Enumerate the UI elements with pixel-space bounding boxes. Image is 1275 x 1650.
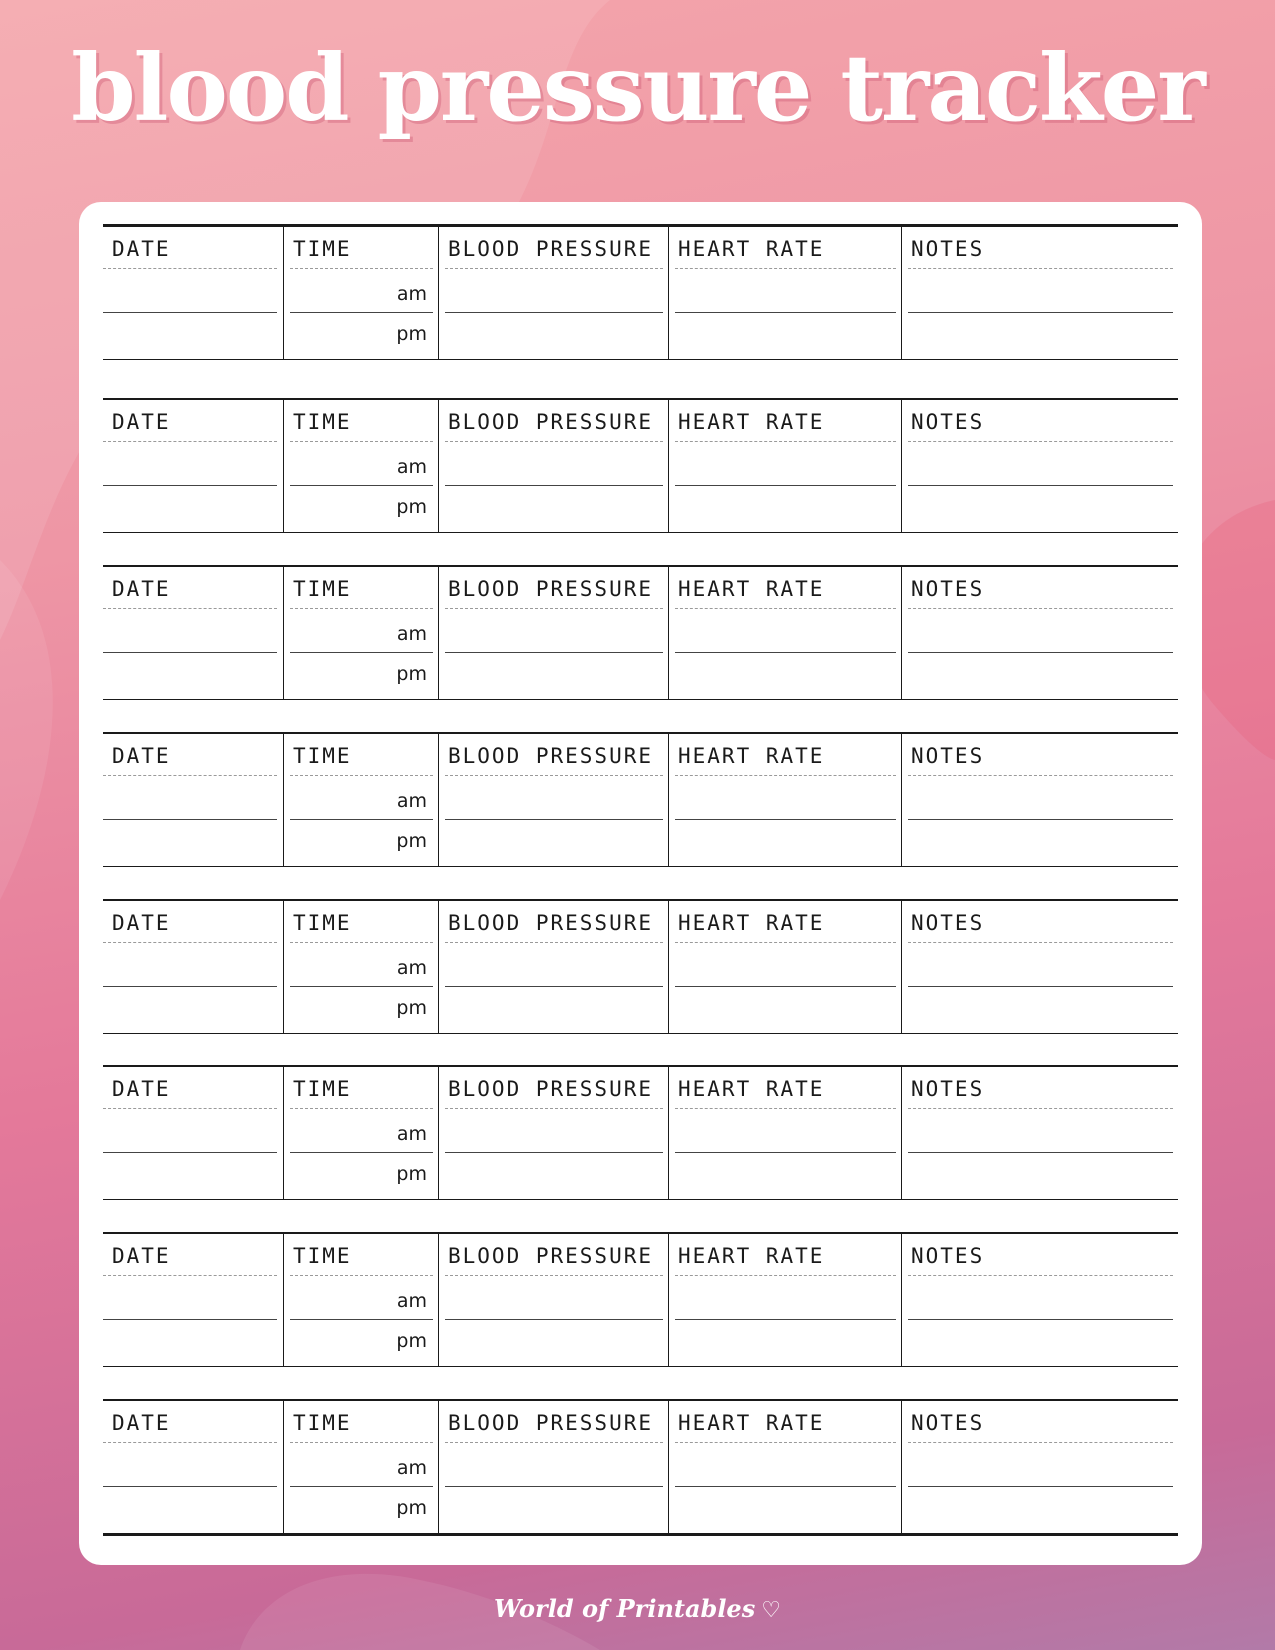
entry-line[interactable] [675, 819, 896, 820]
heart-rate-header: HEART RATE [678, 1411, 825, 1435]
dashed-divider [103, 268, 277, 269]
am-label: am [396, 957, 427, 979]
entry-line[interactable] [290, 986, 433, 987]
entry-line[interactable] [675, 312, 896, 313]
date-column[interactable] [103, 1067, 283, 1199]
dashed-divider [445, 775, 663, 776]
time-header: TIME [293, 744, 352, 768]
heart-rate-header: HEART RATE [678, 410, 825, 434]
date-header: DATE [112, 237, 171, 261]
dashed-divider [445, 1275, 663, 1276]
dashed-divider [103, 1442, 277, 1443]
dashed-divider [290, 775, 433, 776]
dashed-divider [908, 268, 1173, 269]
time-column[interactable] [283, 1067, 439, 1199]
blood-pressure-header: BLOOD PRESSURE [448, 911, 654, 935]
date-column[interactable] [103, 400, 283, 532]
entry-line[interactable] [675, 485, 896, 486]
heart-rate-column[interactable] [668, 567, 902, 699]
pm-label: pm [396, 1497, 427, 1519]
blood-pressure-header: BLOOD PRESSURE [448, 410, 654, 434]
entry-line[interactable] [290, 819, 433, 820]
dashed-divider [445, 942, 663, 943]
entry-line[interactable] [103, 819, 277, 820]
entry-line[interactable] [103, 485, 277, 486]
heart-rate-header: HEART RATE [678, 237, 825, 261]
entry-line[interactable] [290, 1152, 433, 1153]
heart-outline-icon: ♡ [761, 1598, 781, 1623]
dashed-divider [675, 942, 896, 943]
time-column[interactable] [283, 734, 439, 866]
blood-pressure-column[interactable] [438, 1234, 669, 1366]
blood-pressure-header: BLOOD PRESSURE [448, 577, 654, 601]
notes-header: NOTES [911, 1244, 985, 1268]
date-column[interactable] [103, 227, 283, 359]
notes-header: NOTES [911, 237, 985, 261]
entry-line[interactable] [103, 1152, 277, 1153]
entry-line[interactable] [445, 1486, 663, 1487]
dashed-divider [290, 441, 433, 442]
time-header: TIME [293, 577, 352, 601]
dashed-divider [908, 775, 1173, 776]
am-label: am [396, 283, 427, 305]
entry-line[interactable] [290, 312, 433, 313]
page-title: blood pressure tracker [71, 34, 1204, 142]
notes-column[interactable] [901, 901, 1179, 1033]
entry-line[interactable] [908, 1486, 1173, 1487]
blood-pressure-column[interactable] [438, 227, 669, 359]
dashed-divider [103, 1108, 277, 1109]
pm-label: pm [396, 1330, 427, 1352]
heart-rate-column[interactable] [668, 1067, 902, 1199]
am-label: am [396, 456, 427, 478]
entry-line[interactable] [103, 986, 277, 987]
entry-line[interactable] [103, 1319, 277, 1320]
time-header: TIME [293, 410, 352, 434]
entry-line[interactable] [908, 652, 1173, 653]
pm-label: pm [396, 663, 427, 685]
dashed-divider [103, 608, 277, 609]
entry-line[interactable] [445, 986, 663, 987]
notes-column[interactable] [901, 400, 1179, 532]
entry-line[interactable] [290, 1486, 433, 1487]
am-label: am [396, 623, 427, 645]
entry-line[interactable] [445, 652, 663, 653]
blood-pressure-header: BLOOD PRESSURE [448, 1077, 654, 1101]
dashed-divider [908, 1108, 1173, 1109]
time-header: TIME [293, 237, 352, 261]
heart-rate-column[interactable] [668, 400, 902, 532]
time-column[interactable] [283, 1234, 439, 1366]
dashed-divider [675, 1442, 896, 1443]
heart-rate-header: HEART RATE [678, 577, 825, 601]
entry-line[interactable] [103, 1486, 277, 1487]
notes-column[interactable] [901, 227, 1179, 359]
notes-column[interactable] [901, 1234, 1179, 1366]
time-column[interactable] [283, 227, 439, 359]
notes-column[interactable] [901, 1401, 1179, 1533]
dashed-divider [290, 608, 433, 609]
dashed-divider [103, 441, 277, 442]
dashed-divider [445, 441, 663, 442]
blood-pressure-column[interactable] [438, 400, 669, 532]
date-header: DATE [112, 1411, 171, 1435]
entry-line[interactable] [290, 485, 433, 486]
entry-line[interactable] [445, 485, 663, 486]
dashed-divider [103, 942, 277, 943]
blood-pressure-header: BLOOD PRESSURE [448, 237, 654, 261]
notes-column[interactable] [901, 567, 1179, 699]
tracker-card [79, 202, 1202, 1565]
dashed-divider [675, 775, 896, 776]
entry-line[interactable] [290, 1319, 433, 1320]
am-label: am [396, 1290, 427, 1312]
dashed-divider [675, 1275, 896, 1276]
time-column[interactable] [283, 567, 439, 699]
heart-rate-column[interactable] [668, 1234, 902, 1366]
date-header: DATE [112, 577, 171, 601]
heart-rate-header: HEART RATE [678, 911, 825, 935]
entry-line[interactable] [675, 1152, 896, 1153]
pm-label: pm [396, 496, 427, 518]
tracker-entry-block [103, 1065, 1178, 1200]
time-column[interactable] [283, 400, 439, 532]
heart-rate-column[interactable] [668, 227, 902, 359]
dashed-divider [445, 1108, 663, 1109]
dashed-divider [103, 775, 277, 776]
date-header: DATE [112, 1077, 171, 1101]
date-column[interactable] [103, 1401, 283, 1533]
entry-line[interactable] [103, 312, 277, 313]
footer-brand-text: World of Printables [494, 1594, 756, 1623]
entry-line[interactable] [445, 1319, 663, 1320]
entry-line[interactable] [290, 652, 433, 653]
blood-pressure-header: BLOOD PRESSURE [448, 1244, 654, 1268]
tracker-entry-block [103, 732, 1178, 867]
dashed-divider [675, 1108, 896, 1109]
notes-column[interactable] [901, 1067, 1179, 1199]
date-header: DATE [112, 1244, 171, 1268]
time-header: TIME [293, 911, 352, 935]
tracker-entry-block [103, 899, 1178, 1034]
date-column[interactable] [103, 567, 283, 699]
entry-line[interactable] [908, 312, 1173, 313]
entry-line[interactable] [908, 1319, 1173, 1320]
notes-header: NOTES [911, 1077, 985, 1101]
blood-pressure-header: BLOOD PRESSURE [448, 744, 654, 768]
dashed-divider [290, 268, 433, 269]
time-column[interactable] [283, 1401, 439, 1533]
entry-line[interactable] [675, 1486, 896, 1487]
tracker-entry-block [103, 224, 1178, 360]
blood-pressure-column[interactable] [438, 1401, 669, 1533]
tracker-entry-block [103, 1232, 1178, 1367]
entry-line[interactable] [908, 819, 1173, 820]
dashed-divider [908, 441, 1173, 442]
date-header: DATE [112, 410, 171, 434]
entry-line[interactable] [445, 312, 663, 313]
dashed-divider [675, 268, 896, 269]
date-column[interactable] [103, 1234, 283, 1366]
dashed-divider [290, 1275, 433, 1276]
entry-line[interactable] [103, 652, 277, 653]
date-column[interactable] [103, 901, 283, 1033]
notes-column[interactable] [901, 734, 1179, 866]
heart-rate-column[interactable] [668, 734, 902, 866]
blood-pressure-column[interactable] [438, 901, 669, 1033]
time-column[interactable] [283, 901, 439, 1033]
date-header: DATE [112, 744, 171, 768]
entry-line[interactable] [908, 485, 1173, 486]
dashed-divider [908, 1275, 1173, 1276]
blood-pressure-column[interactable] [438, 567, 669, 699]
notes-header: NOTES [911, 410, 985, 434]
dashed-divider [445, 268, 663, 269]
heart-rate-header: HEART RATE [678, 744, 825, 768]
entry-line[interactable] [445, 819, 663, 820]
heart-rate-header: HEART RATE [678, 1077, 825, 1101]
footer-brand [0, 1594, 1275, 1623]
blood-pressure-column[interactable] [438, 1067, 669, 1199]
entry-line[interactable] [675, 1319, 896, 1320]
heart-rate-column[interactable] [668, 901, 902, 1033]
blood-pressure-column[interactable] [438, 734, 669, 866]
dashed-divider [908, 1442, 1173, 1443]
date-column[interactable] [103, 734, 283, 866]
am-label: am [396, 1457, 427, 1479]
dashed-divider [290, 942, 433, 943]
dashed-divider [908, 608, 1173, 609]
dashed-divider [290, 1442, 433, 1443]
dashed-divider [675, 608, 896, 609]
time-header: TIME [293, 1411, 352, 1435]
dashed-divider [908, 942, 1173, 943]
entry-line[interactable] [675, 652, 896, 653]
pm-label: pm [396, 830, 427, 852]
am-label: am [396, 1123, 427, 1145]
dashed-divider [103, 1275, 277, 1276]
notes-header: NOTES [911, 1411, 985, 1435]
dashed-divider [445, 1442, 663, 1443]
time-header: TIME [293, 1244, 352, 1268]
notes-header: NOTES [911, 911, 985, 935]
pm-label: pm [396, 323, 427, 345]
notes-header: NOTES [911, 744, 985, 768]
entry-line[interactable] [675, 986, 896, 987]
heart-rate-column[interactable] [668, 1401, 902, 1533]
pm-label: pm [396, 997, 427, 1019]
notes-header: NOTES [911, 577, 985, 601]
tracker-entry-block [103, 1399, 1178, 1536]
tracker-entry-block [103, 398, 1178, 533]
entry-line[interactable] [908, 1152, 1173, 1153]
blood-pressure-header: BLOOD PRESSURE [448, 1411, 654, 1435]
date-header: DATE [112, 911, 171, 935]
entry-line[interactable] [908, 986, 1173, 987]
dashed-divider [290, 1108, 433, 1109]
am-label: am [396, 790, 427, 812]
tracker-entry-block [103, 565, 1178, 700]
heart-rate-header: HEART RATE [678, 1244, 825, 1268]
entry-line[interactable] [445, 1152, 663, 1153]
dashed-divider [445, 608, 663, 609]
pm-label: pm [396, 1163, 427, 1185]
time-header: TIME [293, 1077, 352, 1101]
dashed-divider [675, 441, 896, 442]
